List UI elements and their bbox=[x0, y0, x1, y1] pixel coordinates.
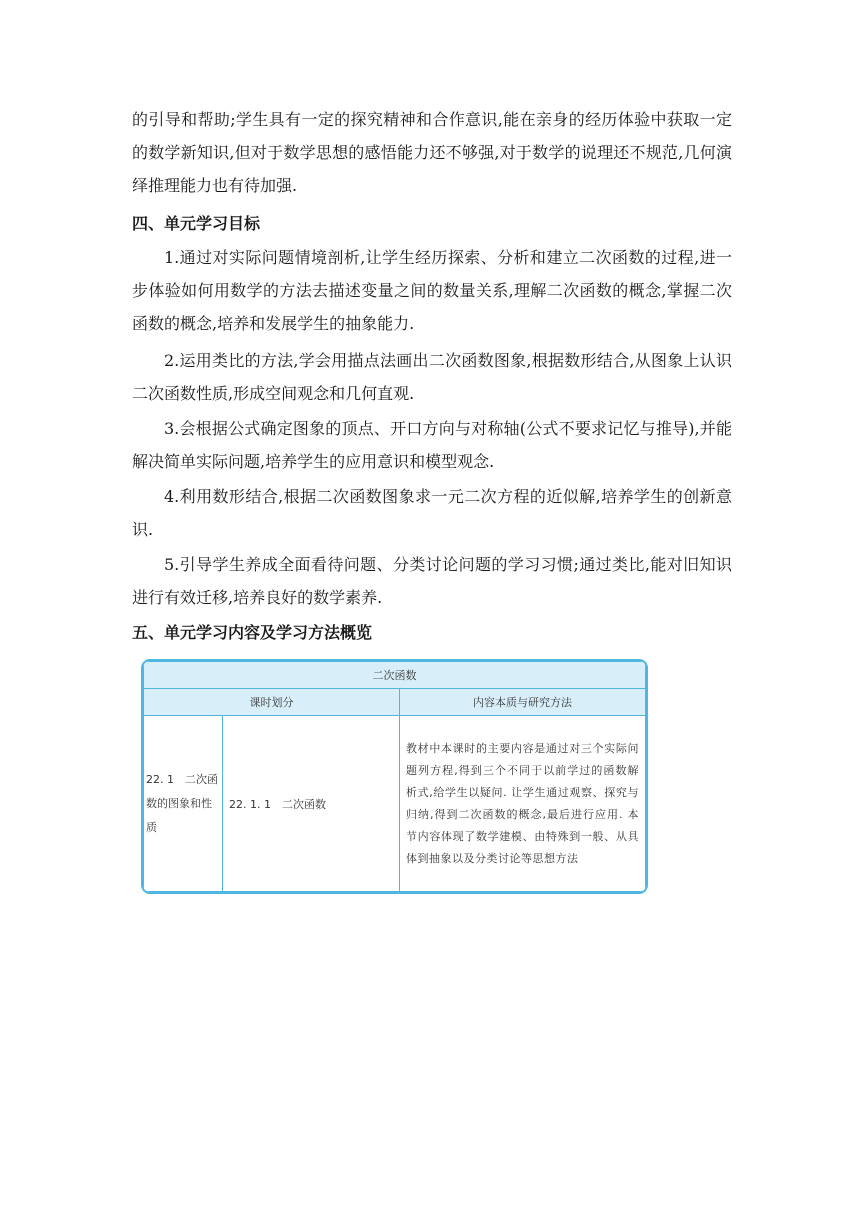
col-header-content-method: 内容本质与研究方法 bbox=[400, 689, 646, 716]
goal-1: 1.通过对实际问题情境剖析,让学生经历探索、分析和建立二次函数的过程,进一步体验如何用数学的方法去描述变量之间的数量关系,理解二次函数的概念,掌握二次函数的概念,培养和发展学生的抽象能力. bbox=[132, 248, 732, 333]
col-header-lesson-division: 课时划分 bbox=[144, 689, 400, 716]
section-4-title: 四、单元学习目标 bbox=[132, 214, 261, 233]
content-cell: 教材中本课时的主要内容是通过对三个实际问题列方程,得到三个不同于以前学过的函数解析式,给学生以疑问. 让学生通过观察、探究与归纳,得到二次函数的概念,最后进行应用. 本节内容体现了数学建模、由特殊到一般、从具体到抽象以及分类讨论等思想方法 bbox=[400, 716, 646, 892]
table-row bbox=[144, 716, 646, 892]
intro-paragraph: 的引导和帮助;学生具有一定的探究精神和合作意识,能在亲身的经历体验中获取一定的数学新知识,但对于数学思想的感悟能力还不够强,对于数学的说理还不规范,几何演绎推理能力也有待加强. bbox=[132, 110, 732, 195]
goal-3: 3.会根据公式确定图象的顶点、开口方向与对称轴(公式不要求记忆与推导),并能解决简单实际问题,培养学生的应用意识和模型观念. bbox=[132, 419, 732, 471]
subsection-cell: 22. 1. 1 二次函数 bbox=[223, 716, 400, 892]
table-title: 二次函数 bbox=[144, 662, 646, 689]
goal-5: 5.引导学生养成全面看待问题、分类讨论问题的学习习惯;通过类比,能对旧知识进行有效迁移,培养良好的数学素养. bbox=[132, 555, 732, 607]
goal-4: 4.利用数形结合,根据二次函数图象求一元二次方程的近似解,培养学生的创新意识. bbox=[132, 487, 732, 539]
overview-table bbox=[141, 659, 648, 894]
section-5-title: 五、单元学习内容及学习方法概览 bbox=[132, 623, 373, 642]
lesson-cell: 22. 1 二次函数的图象和性质 bbox=[144, 716, 223, 892]
goal-2: 2.运用类比的方法,学会用描点法画出二次函数图象,根据数形结合,从图象上认识二次函数性质,形成空间观念和几何直观. bbox=[132, 351, 732, 403]
